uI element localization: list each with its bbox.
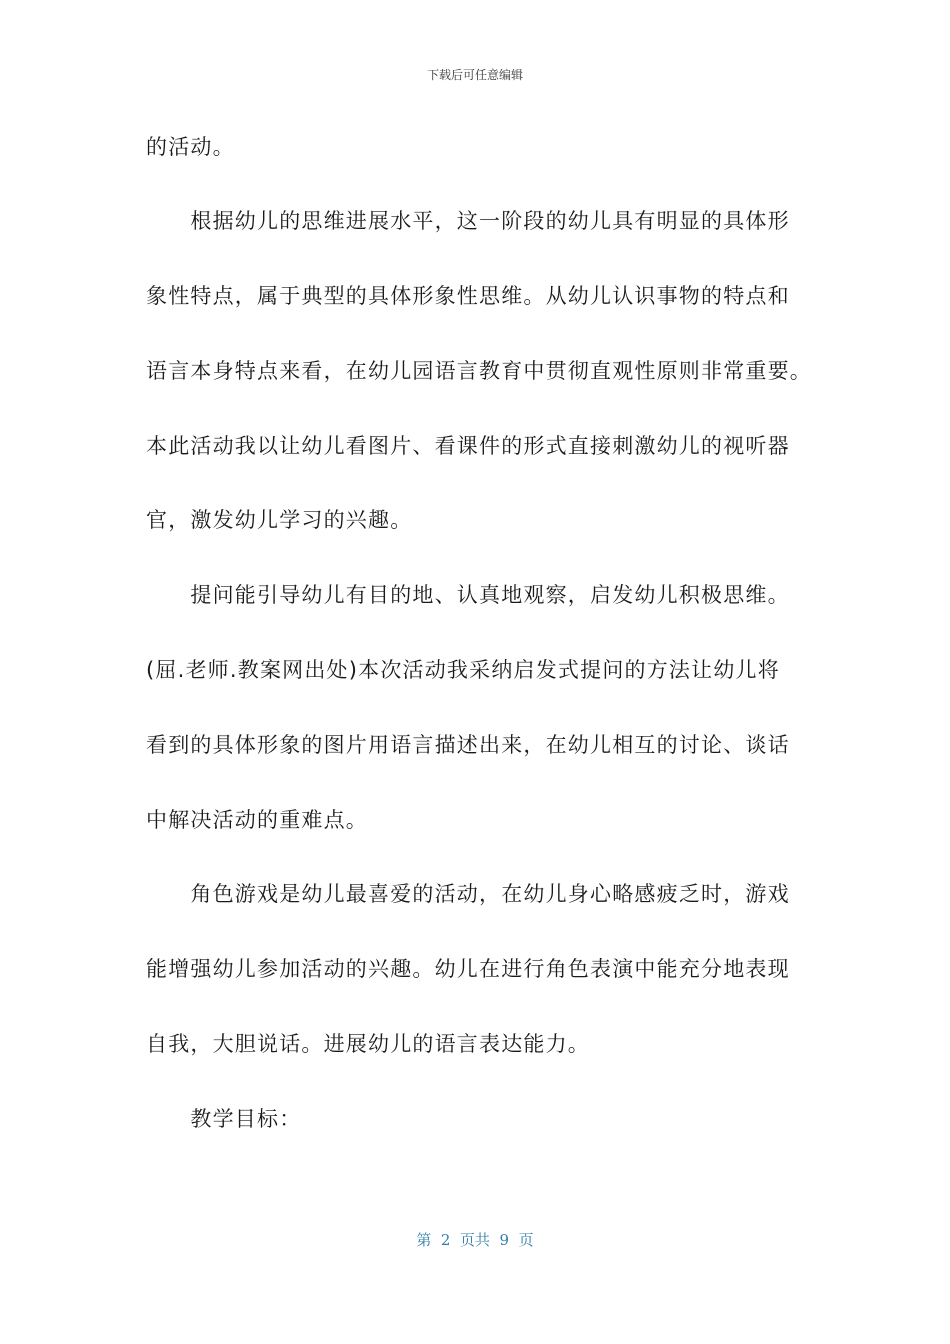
body-line-1: 的活动。: [146, 135, 235, 159]
body-line-4: 语言本身特点来看，在幼儿园语言教育中贯彻直观性原则非常重要。: [146, 359, 812, 383]
body-line-8: (屈.老师.教案网出处)本次活动我采纳启发式提问的方法让幼儿将: [146, 658, 780, 682]
body-line-9: 看到的具体形象的图片用语言描述出来，在幼儿相互的讨论、谈话: [146, 733, 790, 757]
body-line-11: 角色游戏是幼儿最喜爱的活动，在幼儿身心略感疲乏时，游戏: [146, 882, 790, 906]
body-line-12: 能增强幼儿参加活动的兴趣。幼儿在进行角色表演中能充分地表现: [146, 957, 790, 981]
body-line-6: 官，激发幼儿学习的兴趣。: [146, 508, 413, 532]
page-number-footer: 第 2 页共 9 页: [416, 1231, 534, 1249]
body-line-3: 象性特点，属于典型的具体形象性思维。从幼儿认识事物的特点和: [146, 284, 790, 308]
body-line-14: 教学目标：: [146, 1107, 302, 1131]
body-line-2: 根据幼儿的思维进展水平，这一阶段的幼儿具有明显的具体形: [146, 209, 790, 233]
body-line-13: 自我，大胆说话。进展幼儿的语言表达能力。: [146, 1032, 590, 1056]
body-line-10: 中解决活动的重难点。: [146, 808, 368, 832]
body-line-5: 本此活动我以让幼儿看图片、看课件的形式直接刺激幼儿的视听器: [146, 434, 790, 458]
page-header-note: 下载后可任意编辑: [426, 68, 523, 82]
body-line-7: 提问能引导幼儿有目的地、认真地观察，启发幼儿积极思维。: [146, 583, 790, 607]
